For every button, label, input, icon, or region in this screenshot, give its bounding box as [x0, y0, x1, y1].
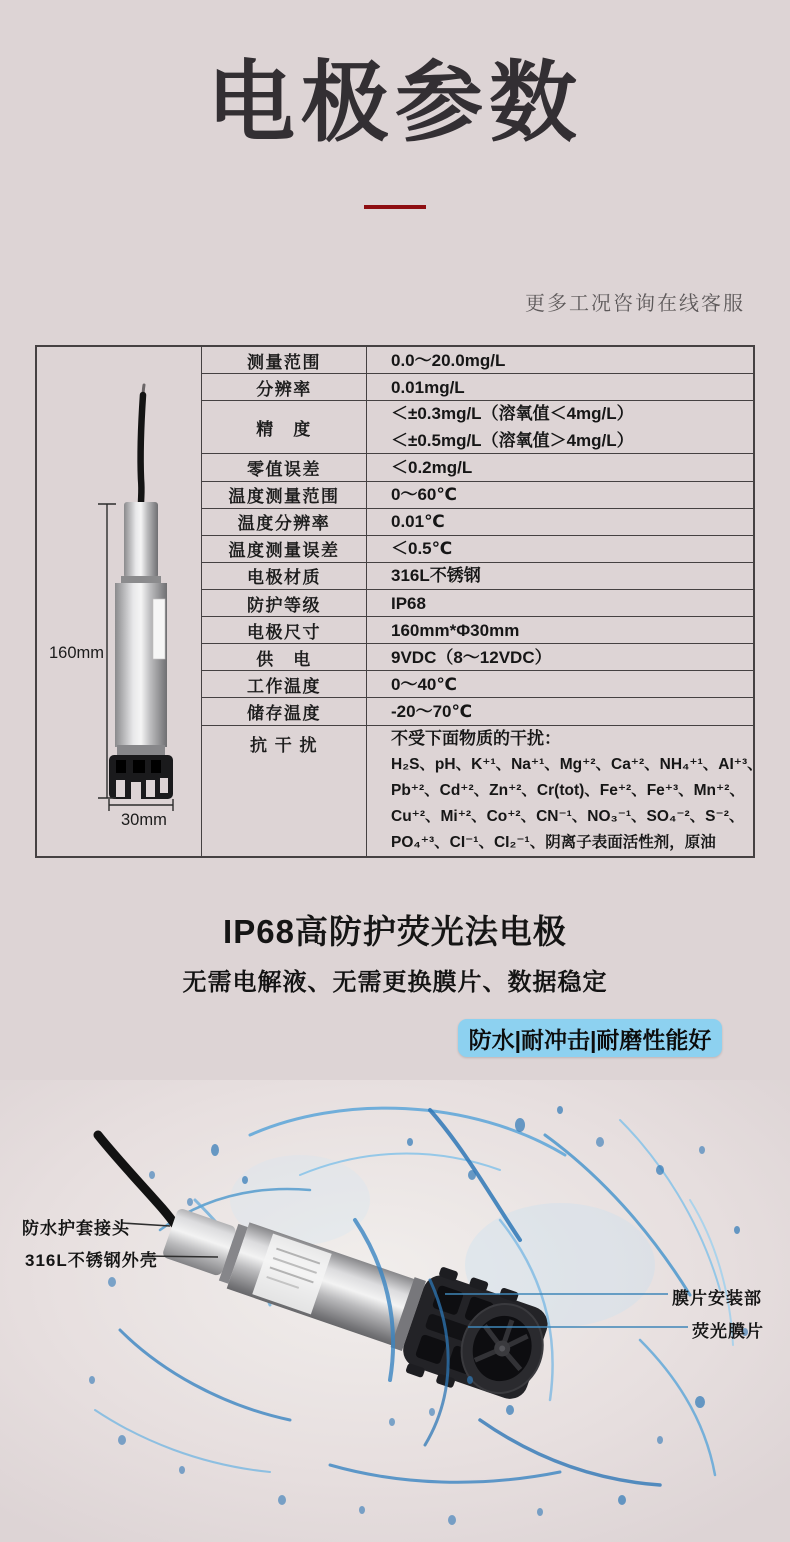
spec-label: 精 度 — [202, 401, 367, 453]
title-divider — [364, 205, 426, 209]
probe-collar — [121, 576, 161, 583]
spec-row — [202, 482, 753, 509]
feature-badge: 防水|耐冲击|耐磨性能好 — [458, 1019, 722, 1057]
spec-value: 0～40℃ — [391, 674, 457, 694]
spec-value: -20～70℃ — [391, 701, 473, 721]
spec-label: 抗 干 扰 — [202, 726, 367, 857]
probe-lower-collar — [117, 745, 165, 755]
spec-label: 温度测量范围 — [202, 482, 367, 508]
spec-table — [35, 345, 763, 858]
spec-value: 9VDC（8～12VDC） — [391, 647, 552, 667]
spec-row — [202, 563, 753, 590]
spec-row — [202, 644, 753, 671]
probe-diagram-cell — [37, 347, 202, 856]
spec-row — [202, 454, 753, 481]
feature-subtitle: 无需电解液、无需更换膜片、数据稳定 — [182, 969, 608, 996]
spec-rows — [202, 347, 763, 856]
spec-label: 储存温度 — [202, 698, 367, 724]
spec-row — [202, 590, 753, 617]
spec-value: IP68 — [391, 593, 426, 613]
spec-label: 防护等级 — [202, 590, 367, 616]
spec-value: 0～60℃ — [391, 485, 457, 505]
spec-value: 不受下面物质的干扰： H₂S、pH、K⁺¹、Na⁺¹、Mg⁺²、Ca⁺²、NH₄⁺¹、AI⁺³、 Pb⁺²、Cd⁺²、Zn⁺²、Cr(tot)、Fe⁺²、Fe⁺³、Mn⁺²、 Cu⁺²、Mi⁺²、Co⁺²、CN⁻¹、NO₃⁻¹、SO₄⁻²、S⁻²、 PO₄⁺³、CI⁻¹、CI₂⁻¹、阴离子表面活性剂，原油 — [391, 729, 763, 852]
spec-row — [202, 347, 753, 374]
probe-diagram — [37, 347, 201, 856]
spec-row — [202, 726, 763, 857]
spec-row — [202, 617, 753, 644]
spec-label: 分辨率 — [202, 374, 367, 400]
spec-row — [202, 698, 753, 725]
width-dimension-label: 30mm — [121, 811, 167, 829]
spec-value: ＜±0.3mg/L（溶氧值＜4mg/L） ＜±0.5mg/L（溶氧值＞4mg/L） — [391, 404, 634, 451]
spec-label: 温度测量误差 — [202, 536, 367, 562]
probe-cable — [141, 395, 143, 504]
feature-heading: IP68高防护荧光法电极 — [223, 913, 567, 950]
spec-value: 0.01mg/L — [391, 377, 465, 397]
spec-label: 测量范围 — [202, 347, 367, 373]
callout-membrane: 荧光膜片 — [692, 1322, 764, 1341]
spec-value: 160mm*Φ30mm — [391, 620, 520, 640]
spec-value: ＜0.5℃ — [391, 539, 453, 559]
callout-connector: 防水护套接头 — [22, 1219, 130, 1238]
spec-label: 零值误差 — [202, 454, 367, 480]
page-title: 电极参数 — [206, 53, 583, 152]
spec-value: ＜0.2mg/L — [391, 457, 473, 477]
spec-row — [202, 671, 753, 698]
spec-value: 316L不锈钢 — [391, 566, 481, 586]
probe-label-sticker — [153, 599, 165, 659]
callout-cage: 膜片安装部 — [672, 1289, 762, 1308]
spec-label: 电极材质 — [202, 563, 367, 589]
product-photo — [0, 1080, 790, 1542]
height-dimension-label: 160mm — [49, 644, 105, 662]
spec-row — [202, 536, 753, 563]
spec-row — [202, 374, 753, 401]
spec-row — [202, 509, 753, 536]
spec-value: 0.01℃ — [391, 512, 445, 532]
spec-value: 0.0～20.0mg/L — [391, 350, 506, 370]
probe-connector — [124, 502, 158, 578]
photo-graphic — [0, 1080, 790, 1542]
callout-shell: 316L不锈钢外壳 — [25, 1251, 158, 1270]
spec-label: 工作温度 — [202, 671, 367, 697]
online-service-link[interactable]: 更多工况咨询在线客服 — [525, 293, 745, 315]
spec-label: 供 电 — [202, 644, 367, 670]
spec-label: 温度分辨率 — [202, 509, 367, 535]
spec-label: 电极尺寸 — [202, 617, 367, 643]
spec-row — [202, 401, 753, 454]
